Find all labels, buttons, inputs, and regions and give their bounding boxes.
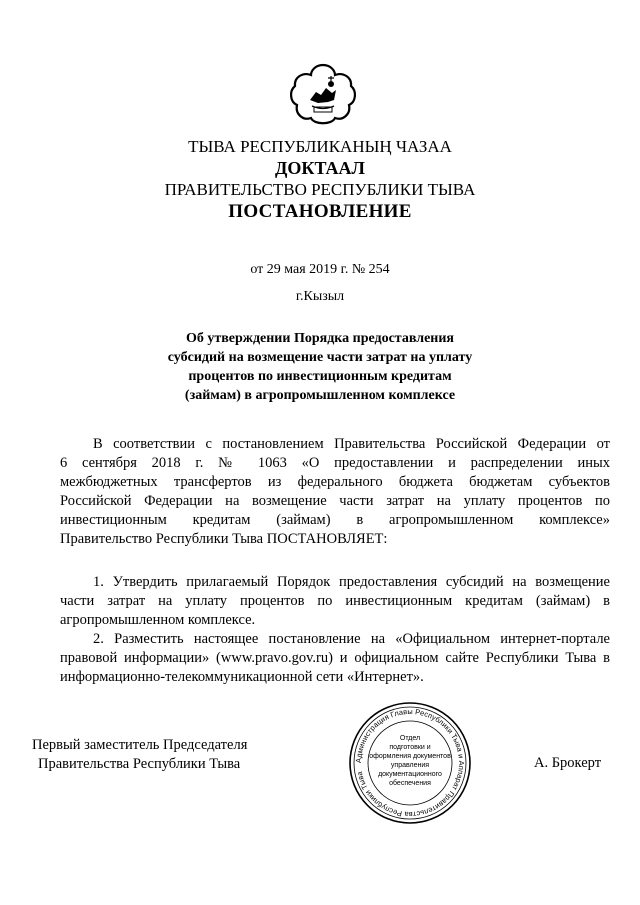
stamp-ring-text: Администрация Главы Республики Тыва и Аппарат Правительства Республики Тыва <box>353 706 467 820</box>
body-line: Российской Федерации на возмещение части затрат на уплату процентов по <box>60 493 610 509</box>
official-stamp <box>347 700 473 826</box>
title-line: процентов по инвестиционным кредитам <box>188 369 452 384</box>
preamble-paragraph <box>60 435 610 549</box>
document-title <box>0 329 640 405</box>
clause-1-paragraph <box>60 573 610 630</box>
body-line: 2. Разместить настоящее постановление на «Официальном интернет-портале <box>93 631 610 647</box>
header-postanovlenie: ПОСТАНОВЛЕНИЕ <box>228 201 412 222</box>
stamp-center-line: обеспечения <box>389 780 431 787</box>
body-line: инвестиционным кредитам (займам) в агропромышленном комплексе» <box>60 512 610 528</box>
title-line: субсидий на возмещение части затрат на уплату <box>167 350 473 365</box>
body-line: В соответствии с постановлением Правительства Российской Федерации от <box>93 436 610 452</box>
body-line: правовой информации» (www.pravo.gov.ru) и официальном сайте Республики Тыва в <box>60 650 610 666</box>
body-line: информационно-телекоммуникационной сети «Интернет». <box>60 669 424 685</box>
body-line: части затрат на уплату процентов по инвестиционным кредитам (займам) в <box>60 593 610 609</box>
stamp-center-line: документационного <box>378 771 442 778</box>
coat-of-arms-emblem <box>288 62 358 128</box>
body-line: 6 сентября 2018 г. № 1063 «О предоставлении и распределении иных <box>60 455 610 471</box>
signatory-position-line: Правительства Республики Тыва <box>38 756 241 772</box>
body-line: межбюджетных трансфертов из федерального бюджета бюджетам субъектов <box>60 474 610 490</box>
stamp-center-line: подготовки и <box>389 744 431 751</box>
header-government: ПРАВИТЕЛЬСТВО РЕСПУБЛИКИ ТЫВА <box>164 180 476 199</box>
body-line: агропромышленном комплексе. <box>60 612 256 628</box>
body-line: Правительство Республики Тыва ПОСТАНОВЛЯЕТ: <box>60 531 388 547</box>
document-date-number: от 29 мая 2019 г. № 254 <box>250 262 390 277</box>
signatory-position <box>32 736 247 774</box>
signatory-name: А. Брокерт <box>534 755 602 771</box>
clause-2-paragraph <box>60 630 610 687</box>
header-doktaal: ДОКТААЛ <box>275 158 365 178</box>
body-line: 1. Утвердить прилагаемый Порядок предоставления субсидий на возмещение <box>93 574 610 590</box>
header-tuvan-government: ТЫВА РЕСПУБЛИКАНЫҢ ЧАЗАА <box>188 137 452 156</box>
stamp-center-line: управления <box>390 762 430 769</box>
title-line: Об утверждении Порядка предоставления <box>185 331 455 346</box>
document-city: г.Кызыл <box>295 289 345 304</box>
title-line: (займам) в агропромышленном комплексе <box>184 388 456 403</box>
stamp-center-line: оформления документов <box>369 753 451 760</box>
signatory-position-line: Первый заместитель Председателя <box>32 737 248 753</box>
stamp-center-line: Отдел <box>399 735 421 742</box>
